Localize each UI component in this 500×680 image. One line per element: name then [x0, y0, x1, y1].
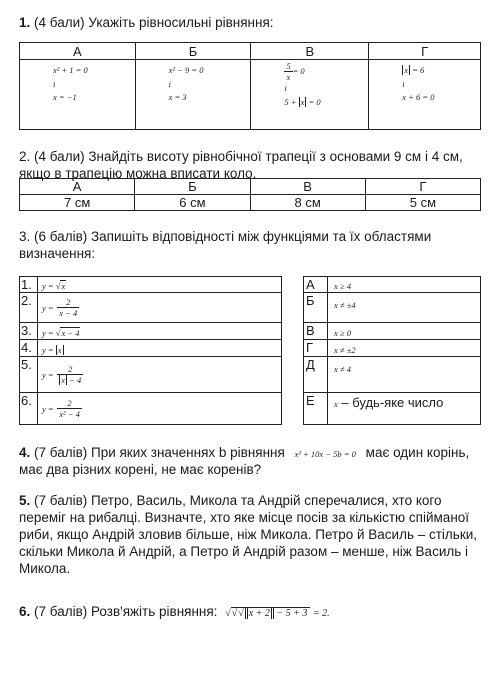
q3-fn-number-1: 1. — [20, 277, 38, 293]
q3-domain-v: x ≥ 0 — [328, 323, 481, 340]
question-5-text: (7 балів) Петро, Василь, Микола та Андрій сперечалися, хто кого переміг на рибалці. Визначте, хто яке місце посів за кількістю спійманої риби, якщо Андрій зловив більше, ніж Микола. Петро й Василь – стільки, скільки Микола й Андрій, а Петро й Андрій разом – менше, ніж Василь і Микола. — [19, 493, 478, 576]
q1-v-rhs: = 0 — [292, 65, 305, 76]
q1-header-v: В — [251, 43, 369, 60]
q3-domain-letter-b: Б — [304, 293, 328, 323]
q3-domain-d: x ≠ 4 — [328, 357, 481, 393]
q3-domain-letter-d: Д — [304, 357, 328, 393]
question-3-text: 3. (6 балів) Запишіть відповідності між функціями та їх областями визначення: — [19, 229, 432, 261]
q3-fn-number-6: 6. — [20, 393, 38, 425]
q1-g-conj: і — [402, 78, 405, 89]
question-1-text: (4 бали) Укажіть рівносильні рівняння: — [30, 15, 274, 30]
q3-fn-1: y = √x — [38, 277, 282, 293]
question-4-text-a: (7 балів) При яких значеннях b рівняння — [30, 445, 285, 460]
question-3-domains-table — [303, 276, 481, 425]
q1-cell-a — [20, 60, 136, 130]
q1-a-conj: і — [53, 78, 56, 89]
q3-domain-letter-g: Г — [304, 340, 328, 357]
q1-v-eq1 — [284, 61, 362, 82]
q2-header-g: Г — [365, 179, 480, 195]
q3-domain-letter-a: А — [304, 277, 328, 293]
q3-fn-4: y = x — [38, 340, 282, 357]
q1-v-fraction: $\frac{5}{x}$ — [286, 61, 291, 82]
q3-fn-6: y = $\frac{2}{\text{x² − 4}}$ — [38, 393, 282, 425]
question-6 — [19, 603, 489, 622]
q1-header-g: Г — [369, 43, 481, 60]
question-4-number: 4. — [19, 445, 31, 460]
q1-v-conj: і — [284, 83, 287, 93]
question-1-table — [19, 42, 481, 130]
q1-header-b: Б — [135, 43, 251, 60]
question-6-text: (7 балів) Розв'яжіть рівняння: — [30, 604, 218, 619]
q2-value-v: 8 см — [250, 195, 365, 211]
q3-domain-letter-e: Е — [304, 393, 328, 425]
q2-header-v: В — [250, 179, 365, 195]
q3-fn-number-4: 4. — [20, 340, 38, 357]
question-2-table — [19, 178, 481, 211]
question-5-number: 5. — [19, 493, 31, 508]
q3-domain-g: x ≠ ±2 — [328, 340, 481, 357]
q3-domain-b: x ≠ ±4 — [328, 293, 481, 323]
question-4-equation: x² + 10x − 5b = 0 — [294, 449, 356, 459]
q3-domain-e: x – будь-яке число — [328, 393, 481, 425]
q1-v-eq2: 5 + x = 0 — [284, 96, 321, 107]
question-4-text-b: має один корінь, — [365, 445, 470, 460]
q2-header-a: А — [20, 179, 135, 195]
q2-header-b: Б — [135, 179, 250, 195]
q3-domain-letter-v: В — [304, 323, 328, 340]
question-1-number: 1. — [19, 15, 31, 30]
q1-a-eq2: x = −1 — [53, 92, 77, 102]
q3-fn-number-3: 3. — [20, 323, 38, 340]
q1-b-eq1: x² − 9 = 0 — [168, 65, 204, 75]
q1-a-eq1: x² + 1 = 0 — [53, 65, 88, 75]
question-5 — [19, 492, 489, 577]
q1-g-eq2: x + 6 = 0 — [402, 92, 435, 102]
q2-value-b: 6 см — [135, 195, 250, 211]
q1-b-eq2: x = 3 — [168, 92, 187, 102]
question-3-functions-table — [19, 276, 282, 425]
q1-cell-b — [135, 60, 251, 130]
q3-fn-3: y = √x − 4 — [38, 323, 282, 340]
question-2-text: 2. (4 бали) Знайдіть висоту рівнобічної трапеції з основами 9 см і 4 см, якщо в трапецію можна вписати коло. — [19, 149, 463, 181]
q3-fn-number-5: 5. — [20, 357, 38, 393]
q1-cell-v — [251, 60, 369, 130]
q1-cell-g — [369, 60, 481, 130]
q3-fn-5: y = $\frac{2}{x - 4}$ — [38, 357, 282, 393]
q2-value-g: 5 см — [365, 195, 480, 211]
question-1-title — [19, 14, 274, 31]
q1-b-conj: і — [168, 78, 172, 89]
q1-header-a: А — [20, 43, 136, 60]
q3-fn-2: y = $\frac{2}{x - 4}$ — [38, 293, 282, 323]
q3-domain-a: x ≥ 4 — [328, 277, 481, 293]
question-4-line-2: має два різних корені, не має коренів? — [19, 462, 262, 477]
question-6-equation: √√√ x + 2 − 5 + 3 = 2. — [225, 608, 330, 619]
q3-fn-number-2: 2. — [20, 293, 38, 323]
question-6-number: 6. — [19, 604, 31, 619]
q1-g-eq1: x = 6 — [404, 65, 425, 75]
q2-value-a: 7 см — [20, 195, 135, 211]
